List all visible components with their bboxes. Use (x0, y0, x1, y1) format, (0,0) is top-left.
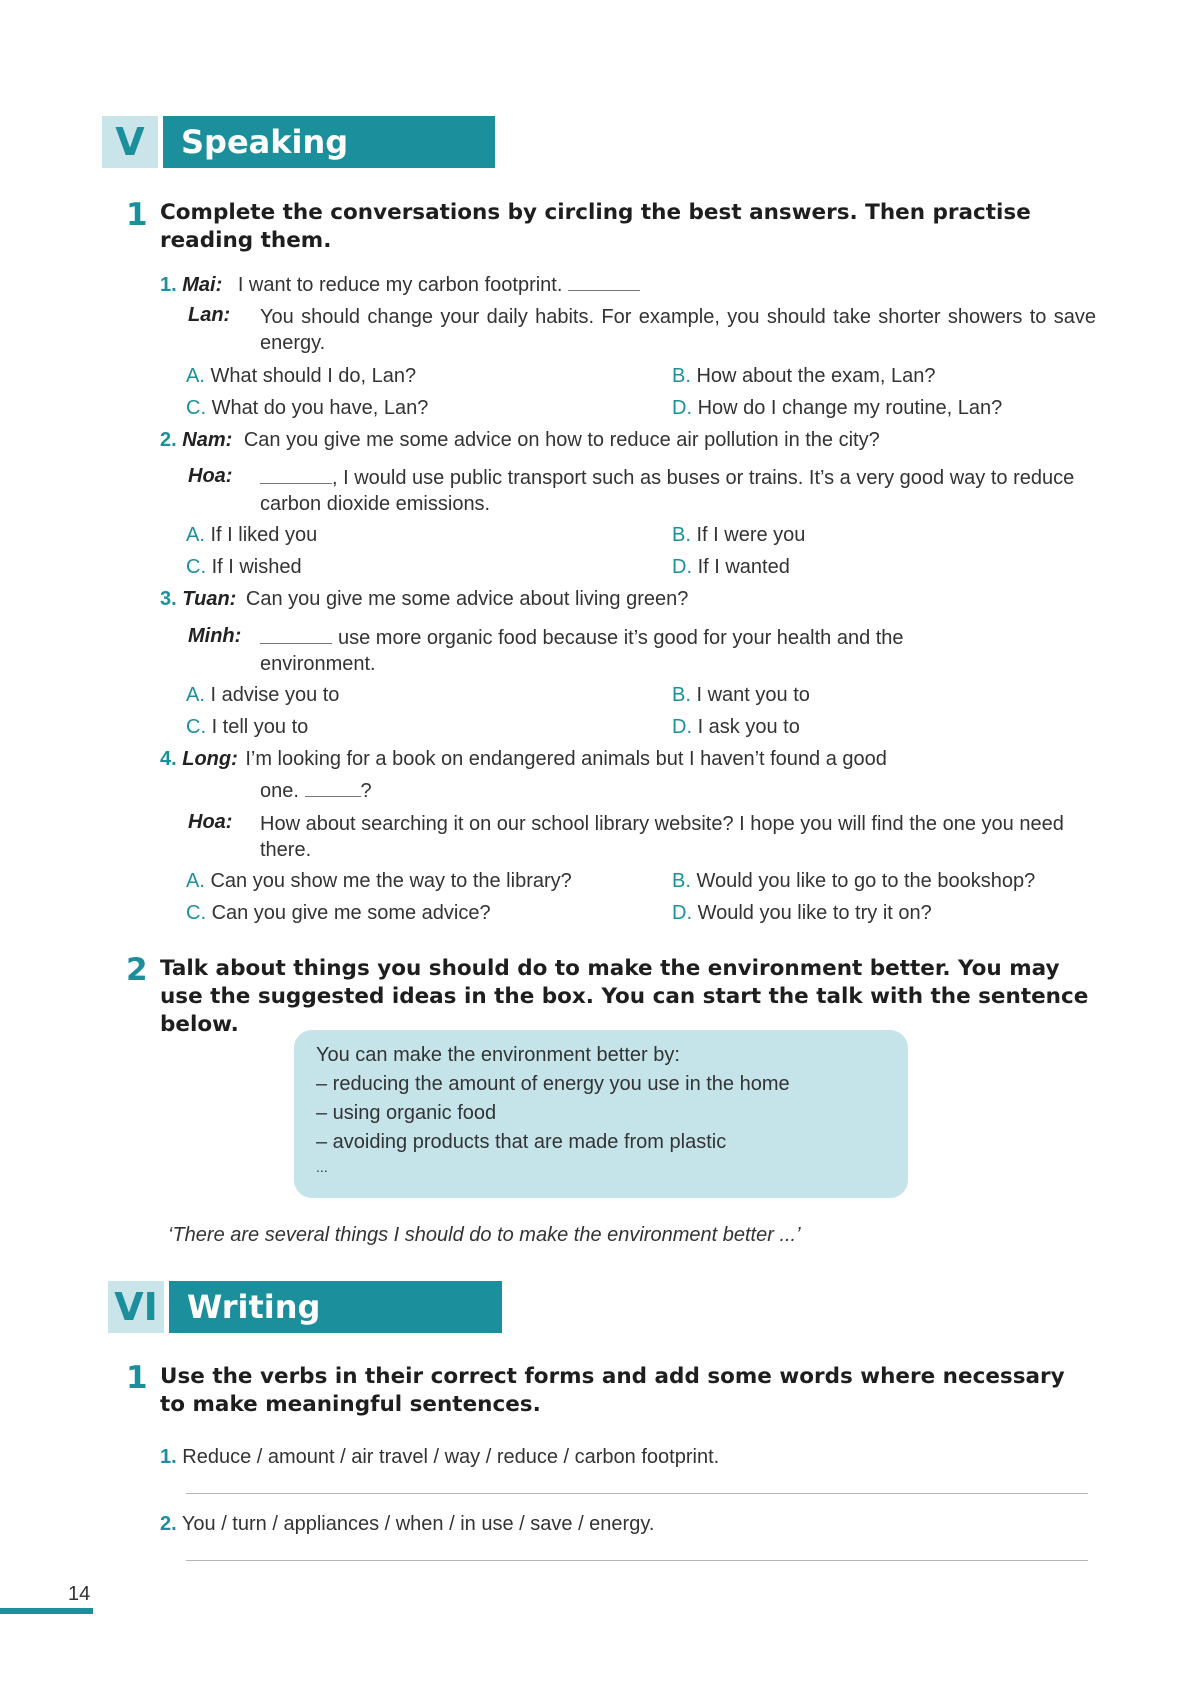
item-text: You / turn / appliances / when / in use / save / energy. (181, 1513, 655, 1535)
dialogue-text-content: use more organic food because it’s good for your health and the environment. (260, 627, 904, 675)
item-number: 1. (160, 1446, 177, 1468)
writing-item-1 (160, 1444, 719, 1470)
option-text: How do I change my routine, Lan? (697, 397, 1003, 419)
item-text: Reduce / amount / air travel / way / reduce / carbon footprint. (182, 1446, 720, 1468)
option-text: I tell you to (211, 716, 309, 738)
question-3-line1 (160, 586, 688, 612)
option-b[interactable] (672, 522, 805, 548)
answer-blank (568, 272, 640, 291)
option-d[interactable] (672, 714, 800, 740)
box-line: – using organic food (316, 1102, 497, 1124)
dialogue-text: Can you give me some advice on how to reduce air pollution in the city? (243, 429, 880, 451)
task-number: 1 (126, 197, 148, 233)
option-letter: C. (186, 556, 206, 578)
option-a[interactable] (186, 522, 317, 548)
box-line: – reducing the amount of energy you use in the home (316, 1073, 790, 1095)
option-letter: D. (672, 397, 692, 419)
starter-sentence: ‘There are several things I should do to make the environment better ...’ (168, 1224, 801, 1246)
section-number-speaking: V (102, 116, 158, 168)
option-text: What do you have, Lan? (211, 397, 429, 419)
writing-item-2 (160, 1511, 654, 1537)
answer-line[interactable] (186, 1560, 1088, 1561)
option-text: What should I do, Lan? (210, 365, 417, 387)
dialogue-text: Can you give me some advice about living green? (245, 588, 689, 610)
section-title-writing: Writing (169, 1281, 502, 1333)
task-instruction: Use the verbs in their correct forms and add some words where necessary to make meaningful sentences. (160, 1364, 1065, 1417)
option-d[interactable] (672, 554, 790, 580)
option-letter: B. (672, 684, 691, 706)
option-text: Can you give me some advice? (211, 902, 491, 924)
dialogue-text: ? (360, 780, 372, 802)
option-text: I ask you to (697, 716, 800, 738)
suggestion-box (294, 1030, 908, 1198)
option-letter: A. (186, 870, 205, 892)
option-letter: B. (672, 524, 691, 546)
speaker-name: Mai: (182, 274, 223, 296)
speaker-name: Nam: (182, 429, 233, 451)
option-c[interactable] (186, 554, 302, 580)
option-d[interactable] (672, 395, 1002, 421)
question-4-line1-cont (260, 778, 372, 804)
option-letter: B. (672, 365, 691, 387)
option-letter: C. (186, 716, 206, 738)
option-text: If I were you (696, 524, 806, 546)
dialogue-text: How about searching it on our school library website? I hope you will find the one you need there. (260, 813, 1064, 861)
option-letter: A. (186, 524, 205, 546)
option-text: If I wished (211, 556, 302, 578)
page-number: 14 (68, 1583, 91, 1605)
option-letter: A. (186, 684, 205, 706)
speaker-name: Hoa: (188, 811, 233, 833)
option-text: I advise you to (210, 684, 340, 706)
task-instruction: Complete the conversations by circling the best answers. Then practise reading them. (160, 200, 1031, 253)
option-letter: B. (672, 870, 691, 892)
question-2-line1 (160, 427, 880, 453)
item-number: 2. (160, 1513, 177, 1535)
speaker-name: Tuan: (182, 588, 237, 610)
dialogue-text (260, 625, 1000, 677)
page-number-bar (0, 1608, 93, 1614)
option-b[interactable] (672, 868, 1035, 894)
question-number: 4. (160, 748, 177, 770)
task-instruction: Talk about things you should do to make the environment better. You may use the suggested ideas in the box. You can start the talk with the sentence below. (160, 956, 1089, 1037)
dialogue-text: I’m looking for a book on endangered animals but I haven’t found a good (245, 748, 887, 770)
question-number: 2. (160, 429, 177, 451)
option-a[interactable] (186, 868, 572, 894)
option-d[interactable] (672, 900, 932, 926)
dialogue-text: You should change your daily habits. For example, you should take shorter showers to save energy. (260, 306, 1096, 354)
option-text: Would you like to try it on? (697, 902, 932, 924)
dialogue-text: I want to reduce my carbon footprint. (237, 274, 563, 296)
answer-blank (260, 625, 332, 644)
option-letter: C. (186, 902, 206, 924)
answer-line[interactable] (186, 1493, 1088, 1494)
box-line: ... (316, 1159, 328, 1175)
option-letter: D. (672, 902, 692, 924)
speaker-name: Long: (182, 748, 238, 770)
section-number-writing: VI (108, 1281, 164, 1333)
option-text: Can you show me the way to the library? (210, 870, 572, 892)
section-title-speaking: Speaking (163, 116, 495, 168)
option-c[interactable] (186, 395, 428, 421)
option-text: If I liked you (210, 524, 318, 546)
task-number: 1 (126, 1360, 148, 1396)
question-number: 3. (160, 588, 177, 610)
question-1-line1 (160, 272, 640, 298)
option-letter: A. (186, 365, 205, 387)
option-b[interactable] (672, 363, 936, 389)
answer-blank (260, 465, 332, 484)
question-number: 1. (160, 274, 177, 296)
speaker-name: Lan: (188, 304, 231, 326)
speaker-name: Hoa: (188, 465, 233, 487)
option-c[interactable] (186, 714, 308, 740)
option-text: I want you to (696, 684, 810, 706)
box-line: – avoiding products that are made from plastic (316, 1131, 727, 1153)
option-text: Would you like to go to the bookshop? (696, 870, 1036, 892)
option-letter: D. (672, 716, 692, 738)
box-line: You can make the environment better by: (316, 1044, 680, 1066)
answer-blank (305, 778, 361, 797)
dialogue-text: one. (260, 780, 299, 802)
option-text: How about the exam, Lan? (696, 365, 936, 387)
option-b[interactable] (672, 682, 810, 708)
option-letter: D. (672, 556, 692, 578)
option-a[interactable] (186, 682, 339, 708)
dialogue-text-content: , I would use public transport such as buses or trains. It’s a very good way to reduce carbon dioxide emissions. (260, 467, 1075, 515)
option-c[interactable] (186, 900, 491, 926)
question-4-line1 (160, 746, 887, 772)
task-number: 2 (126, 952, 148, 988)
option-a[interactable] (186, 363, 416, 389)
speaker-name: Minh: (188, 625, 242, 647)
dialogue-text (260, 465, 1096, 517)
option-letter: C. (186, 397, 206, 419)
option-text: If I wanted (697, 556, 790, 578)
